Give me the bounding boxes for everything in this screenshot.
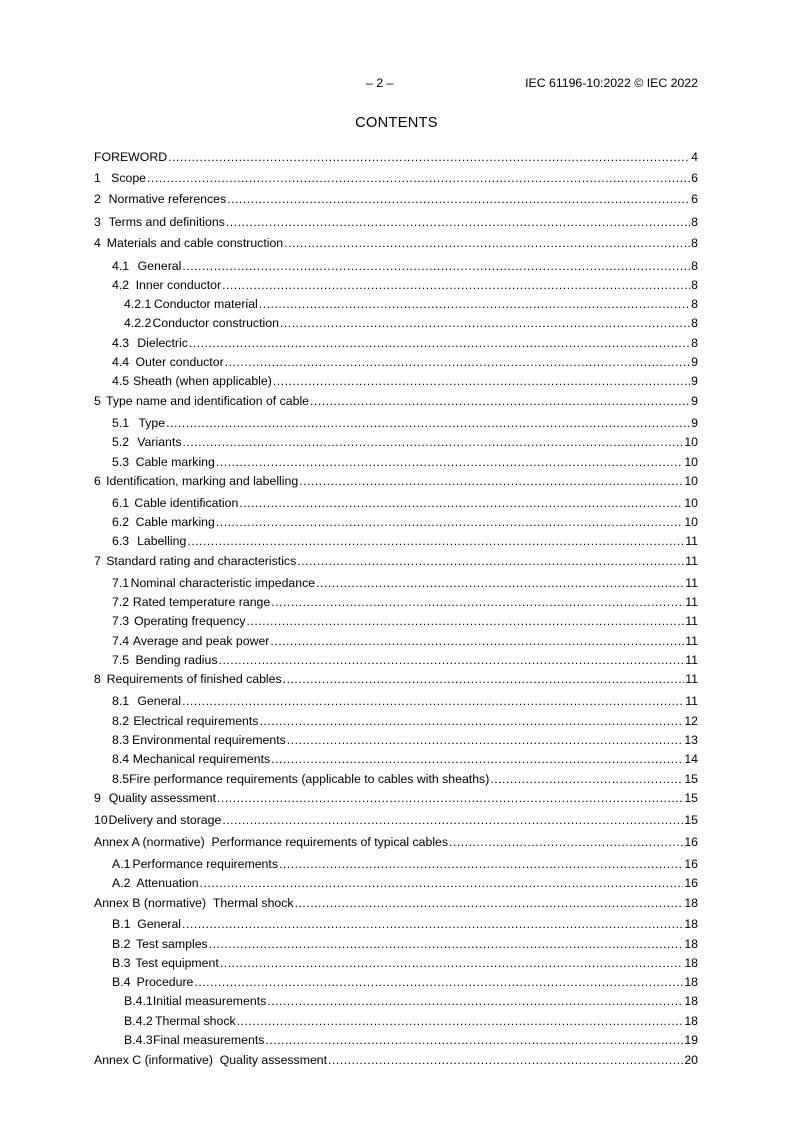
toc-entry-title: Identification, marking and labelling [106, 474, 299, 488]
toc-entry[interactable] [94, 149, 698, 165]
toc-entry-page: 6 [691, 192, 698, 206]
toc-entry-number: 3 [94, 215, 101, 229]
toc-entry-number: 10 [94, 813, 108, 827]
toc-entry[interactable] [112, 856, 698, 872]
toc-entry[interactable] [112, 354, 698, 370]
toc-entry[interactable] [94, 473, 698, 489]
dot-leader [449, 834, 683, 850]
toc-entry-title: Outer conductor [135, 355, 224, 369]
toc-entry-number: 6.3 [112, 534, 130, 548]
toc-entry-page: 12 [684, 714, 698, 728]
toc-entry-title: FOREWORD [94, 150, 168, 164]
toc-entry-page: 10 [684, 455, 698, 469]
toc-entry-page: 8 [691, 215, 698, 229]
toc-entry-number: B.1 [112, 917, 131, 931]
toc-entry-page: 11 [685, 534, 698, 548]
toc-entry-number: 4.5 [112, 374, 130, 388]
toc-entry[interactable] [124, 993, 698, 1009]
toc-entry-number: 5.1 [112, 416, 130, 430]
toc-entry-title: Test equipment [135, 956, 219, 970]
toc-entry[interactable] [112, 277, 698, 293]
toc-entry-title: Standard rating and characteristics [106, 554, 297, 568]
toc-entry-title: Quality assessment [108, 791, 217, 805]
toc-entry-number: 5.2 [112, 435, 130, 449]
toc-entry-title: Fire performance requirements (applicable to cables with sheaths) [129, 772, 490, 786]
toc-entry-number: 8.3 [112, 733, 130, 747]
dot-leader [168, 149, 690, 165]
dot-leader [279, 856, 683, 872]
toc-entry[interactable] [112, 713, 698, 729]
toc-entry-number: B.3 [112, 956, 131, 970]
dot-leader [216, 454, 683, 470]
dot-leader [295, 895, 684, 911]
toc-entry-page: 15 [684, 772, 698, 786]
dot-leader [216, 514, 683, 530]
toc-entry-number: 7.2 [112, 595, 130, 609]
toc-entry-title: Final measurements [152, 1033, 265, 1047]
toc-entry-page: 4 [691, 150, 698, 164]
toc-entry-title: General [137, 694, 182, 708]
dot-leader [189, 335, 690, 351]
dot-leader [316, 575, 684, 591]
toc-entry[interactable] [112, 454, 698, 470]
dot-leader [225, 354, 690, 370]
dot-leader [182, 693, 684, 709]
toc-entry[interactable] [112, 495, 698, 511]
toc-entry-page: 8 [691, 316, 698, 330]
toc-entry-title: Bending radius [135, 653, 218, 667]
dot-leader [226, 214, 690, 230]
contents-title: CONTENTS [355, 115, 438, 131]
toc-entry-title: Requirements of finished cables [106, 672, 282, 686]
toc-entry[interactable] [112, 434, 698, 450]
dot-leader [284, 235, 690, 251]
toc-entry[interactable] [124, 1032, 698, 1048]
toc-entry-number: B.4.2 [124, 1014, 153, 1028]
page-header [0, 76, 793, 92]
toc-entry-title: Thermal shock [154, 1014, 236, 1028]
toc-entry-page: 10 [684, 515, 698, 529]
dot-leader [270, 633, 684, 649]
toc-entry-number: 8.2 [112, 714, 130, 728]
toc-entry-page: 8 [691, 259, 698, 273]
dot-leader [280, 315, 690, 331]
toc-entry[interactable] [112, 916, 698, 932]
toc-entry-title: Inner conductor [135, 278, 222, 292]
toc-entry-page: 11 [685, 595, 698, 609]
dot-leader [259, 296, 690, 312]
toc-entry-number: 4.3 [112, 336, 130, 350]
toc-entry-page: 18 [684, 896, 698, 910]
toc-entry-page: 8 [691, 297, 698, 311]
toc-entry-title: Labelling [137, 534, 187, 548]
toc-entry-page: 19 [684, 1033, 698, 1047]
toc-entry-number: 7.3 [112, 614, 130, 628]
toc-entry-page: 16 [684, 876, 698, 890]
toc-entry-title: Type [138, 416, 166, 430]
toc-entry-number: 4.2.2 [124, 316, 152, 330]
toc-entry-title: Delivery and storage [108, 813, 222, 827]
toc-entry-number: 4 [94, 236, 101, 250]
toc-entry-title: Cable identification [134, 496, 239, 510]
toc-entry-page: 9 [691, 394, 698, 408]
toc-entry[interactable] [112, 693, 698, 709]
toc-entry-title: Annex C (informative) Quality assessment [94, 1053, 328, 1067]
toc-entry[interactable] [112, 575, 698, 591]
toc-entry[interactable] [112, 594, 698, 610]
toc-entry-title: Test samples [135, 937, 208, 951]
toc-entry-title: General [137, 917, 182, 931]
toc-entry[interactable] [112, 974, 698, 990]
dot-leader [259, 713, 683, 729]
toc-entry-title: Dielectric [137, 336, 188, 350]
toc-entry[interactable] [112, 652, 698, 668]
toc-entry-page: 18 [684, 937, 698, 951]
toc-entry-page: 18 [684, 956, 698, 970]
toc-entry-title: Initial measurements [152, 994, 267, 1008]
toc-entry[interactable] [112, 955, 698, 971]
toc-entry[interactable] [112, 373, 698, 389]
toc-entry[interactable] [94, 834, 698, 850]
dot-leader [237, 1013, 684, 1029]
toc-entry-number: 4.2 [112, 278, 130, 292]
standard-reference: IEC 61196-10:2022 © IEC 2022 [525, 76, 698, 90]
toc-entry[interactable] [112, 936, 698, 952]
toc-entry-number: 7 [94, 554, 101, 568]
dot-leader [182, 434, 683, 450]
dot-leader [267, 993, 683, 1009]
toc-entry-number: B.4.3 [124, 1033, 153, 1047]
toc-entry-page: 11 [685, 653, 698, 667]
toc-entry-title: Annex A (normative) Performance requirements of typical cables [94, 835, 449, 849]
toc-entry-title: Attenuation [136, 876, 199, 890]
dot-leader [247, 613, 685, 629]
toc-entry[interactable] [112, 335, 698, 351]
toc-entry-number: 1 [94, 171, 101, 185]
dot-leader [271, 594, 684, 610]
toc-entry-title: Conductor construction [152, 316, 279, 330]
toc-entry[interactable] [124, 296, 698, 312]
toc-entry-number: B.2 [112, 937, 131, 951]
toc-entry-page: 8 [691, 236, 698, 250]
toc-entry[interactable] [94, 235, 698, 251]
toc-entry[interactable] [94, 214, 698, 230]
toc-entry-number: 6.2 [112, 515, 130, 529]
toc-entry-title: Terms and definitions [108, 215, 225, 229]
toc-entry[interactable] [112, 258, 698, 274]
toc-entry-number: 8.1 [112, 694, 130, 708]
dot-leader [283, 671, 685, 687]
toc-entry-page: 18 [684, 975, 698, 989]
dot-leader [328, 1052, 683, 1068]
toc-entry-number: 4.4 [112, 355, 130, 369]
toc-entry-page: 15 [684, 791, 698, 805]
dot-leader [147, 170, 690, 186]
toc-entry-page: 11 [685, 576, 698, 590]
toc-entry-title: Procedure [136, 975, 194, 989]
toc-entry-page: 8 [691, 278, 698, 292]
dot-leader [222, 277, 690, 293]
dot-leader [220, 955, 684, 971]
toc-entry[interactable] [94, 170, 698, 186]
toc-entry-page: 20 [684, 1053, 698, 1067]
dot-leader [209, 936, 684, 952]
toc-entry[interactable] [94, 671, 698, 687]
toc-entry-number: 6.1 [112, 496, 130, 510]
toc-entry-title: Scope [111, 171, 146, 185]
toc-entry-title: Variants [137, 435, 182, 449]
dot-leader [200, 875, 684, 891]
toc-entry-page: 11 [685, 614, 698, 628]
toc-entry[interactable] [112, 771, 698, 787]
toc-entry-number: B.4 [112, 975, 131, 989]
dot-leader [310, 393, 690, 409]
dot-leader [273, 373, 690, 389]
dot-leader [182, 258, 690, 274]
toc-entry-page: 18 [684, 1014, 698, 1028]
toc-entry-page: 10 [684, 474, 698, 488]
toc-entry[interactable] [124, 315, 698, 331]
toc-entry[interactable] [112, 514, 698, 530]
toc-entry[interactable] [112, 732, 698, 748]
page-number: – 2 – [366, 76, 394, 90]
toc-entry-page: 18 [684, 917, 698, 931]
dot-leader [297, 553, 684, 569]
toc-entry-page: 11 [685, 672, 698, 686]
toc-entry-number: 5.3 [112, 455, 130, 469]
toc-entry-page: 14 [684, 752, 698, 766]
toc-entry-number: 4.2.1 [124, 297, 152, 311]
toc-entry[interactable] [94, 812, 698, 828]
toc-entry-page: 10 [684, 496, 698, 510]
toc-entry[interactable] [94, 393, 698, 409]
toc-entry-title: Cable marking [135, 515, 215, 529]
toc-entry-page: 18 [684, 994, 698, 1008]
toc-entry-number: 7.4 [112, 634, 130, 648]
toc-entry-page: 11 [685, 694, 698, 708]
toc-entry-title: Conductor material [153, 297, 258, 311]
dot-leader [219, 652, 685, 668]
toc-entry[interactable] [112, 751, 698, 767]
toc-entry[interactable] [124, 1013, 698, 1029]
dot-leader [271, 751, 683, 767]
toc-entry-page: 6 [691, 171, 698, 185]
toc-entry-title: Type name and identification of cable [105, 394, 310, 408]
toc-entry-page: 11 [685, 634, 698, 648]
toc-entry-title: Environmental requirements [132, 733, 286, 747]
dot-leader [287, 732, 684, 748]
dot-leader [187, 533, 684, 549]
toc-entry-page: 16 [684, 835, 698, 849]
toc-entry-title: Performance requirements [132, 857, 278, 871]
toc-entry[interactable] [112, 533, 698, 549]
toc-entry[interactable] [112, 613, 698, 629]
toc-entry-page: 10 [684, 435, 698, 449]
dot-leader [227, 191, 690, 207]
toc-entry-number: A.1 [112, 857, 131, 871]
toc-entry-title: Normative references [108, 192, 227, 206]
toc-entry-page: 9 [691, 416, 698, 430]
toc-entry-number: A.2 [112, 876, 131, 890]
toc-entry[interactable] [94, 790, 698, 806]
dot-leader [265, 1032, 683, 1048]
toc-entry[interactable] [112, 415, 698, 431]
toc-entry[interactable] [94, 895, 698, 911]
toc-entry-title: Annex B (normative) Thermal shock [94, 896, 294, 910]
toc-entry-title: Average and peak power [132, 634, 270, 648]
toc-entry[interactable] [94, 191, 698, 207]
toc-entry-number: 9 [94, 791, 101, 805]
toc-entry-page: 8 [691, 336, 698, 350]
dot-leader [194, 974, 683, 990]
toc-entry-number: 6 [94, 474, 101, 488]
toc-entry[interactable] [112, 875, 698, 891]
toc-entry-title: Cable marking [135, 455, 215, 469]
toc-entry-title: Nominal characteristic impedance [130, 576, 316, 590]
toc-entry-title: General [137, 259, 182, 273]
toc-entry-page: 15 [684, 813, 698, 827]
dot-leader [222, 812, 683, 828]
toc-entry-number: 4.1 [112, 259, 130, 273]
toc-entry[interactable] [94, 553, 698, 569]
toc-entry-number: 8 [94, 672, 101, 686]
toc-entry-number: 7.5 [112, 653, 130, 667]
toc-entry-number: 7.1 [112, 576, 130, 590]
toc-entry-number: B.4.1 [124, 994, 153, 1008]
dot-leader [166, 415, 690, 431]
toc-entry[interactable] [112, 633, 698, 649]
toc-entry-page: 11 [685, 554, 698, 568]
toc-entry-title: Rated temperature range [132, 595, 271, 609]
toc-entry-title: Materials and cable construction [106, 236, 284, 250]
toc-entry-page: 9 [691, 355, 698, 369]
toc-entry-title: Operating frequency [134, 614, 246, 628]
toc-entry-page: 9 [691, 374, 698, 388]
toc-entry-number: 8.4 [112, 752, 130, 766]
toc-entry-title: Sheath (when applicable) [133, 374, 272, 388]
dot-leader [182, 916, 683, 932]
toc-entry-number: 8.5 [112, 772, 130, 786]
toc-entry-page: 13 [684, 733, 698, 747]
toc-entry-number: 5 [94, 394, 101, 408]
toc-entry-number: 2 [94, 192, 101, 206]
dot-leader [490, 771, 683, 787]
dot-leader [239, 495, 683, 511]
toc-entry[interactable] [94, 1052, 698, 1068]
toc-entry-title: Electrical requirements [133, 714, 259, 728]
dot-leader [299, 473, 683, 489]
toc-entry-page: 16 [684, 857, 698, 871]
toc-entry-title: Mechanical requirements [132, 752, 271, 766]
dot-leader [217, 790, 683, 806]
